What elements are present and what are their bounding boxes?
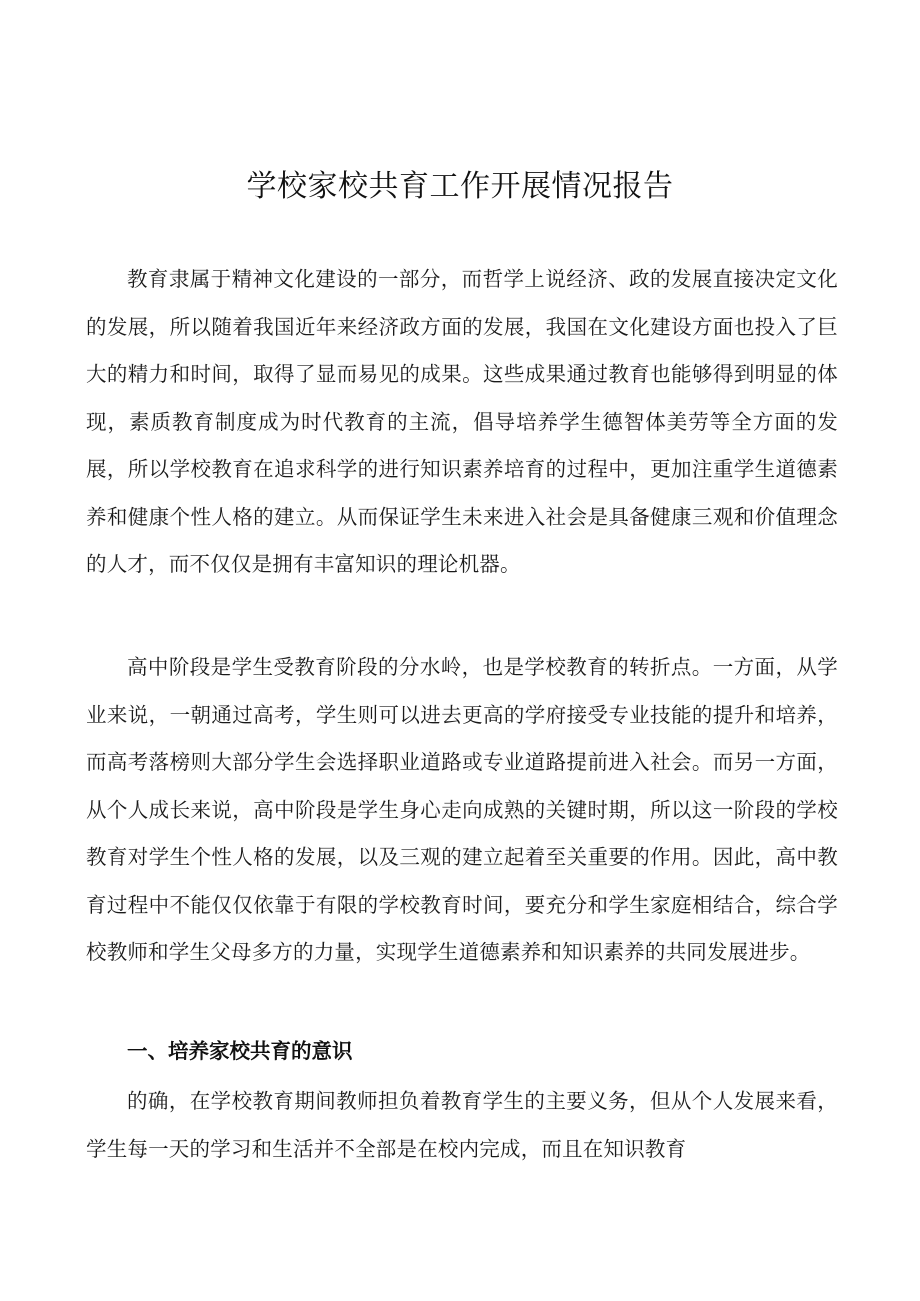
- paragraph-high-school: 高中阶段是学生受教育阶段的分水岭，也是学校教育的转折点。一方面，从学业来说，一朝通过高考，学生则可以进去更高的学府接受专业技能的提升和培养，而高考落榜则大部分学生会选择职业道路或专业道路提前进入社会。而另一方面，从个人成长来说，高中阶段是学生身心走向成熟的关键时期，所以这一阶段的学校教育对学生个性人格的发展，以及三观的建立起着至关重要的作用。因此，高中教育过程中不能仅仅依靠于有限的学校教育时间，要充分和学生家庭相结合，综合学校教师和学生父母多方的力量，实现学生道德素养和知识素养的共同发展进步。: [86, 655, 838, 964]
- paragraph-section-one: 的确，在学校教育期间教师担负着教育学生的主要义务，但从个人发展来看，学生每一天的学习和生活并不全部是在校内完成，而且在知识教育: [86, 1089, 838, 1161]
- paragraph-intro: 教育隶属于精神文化建设的一部分，而哲学上说经济、政的发展直接决定文化的发展，所以随着我国近年来经济政方面的发展，我国在文化建设方面也投入了巨大的精力和时间，取得了显而易见的成果。这些成果通过教育也能够得到明显的体现，素质教育制度成为时代教育的主流，倡导培养学生德智体美劳等全方面的发展，所以学校教育在追求科学的进行知识素养培育的过程中，更加注重学生道德素养和健康个性人格的建立。从而保证学生未来进入社会是具备健康三观和价值理念的人才，而不仅仅是拥有丰富知识的理论机器。: [86, 267, 838, 576]
- section-heading: 一、培养家校共育的意识: [127, 1039, 353, 1063]
- document-title: 学校家校共育工作开展情况报告: [246, 169, 674, 204]
